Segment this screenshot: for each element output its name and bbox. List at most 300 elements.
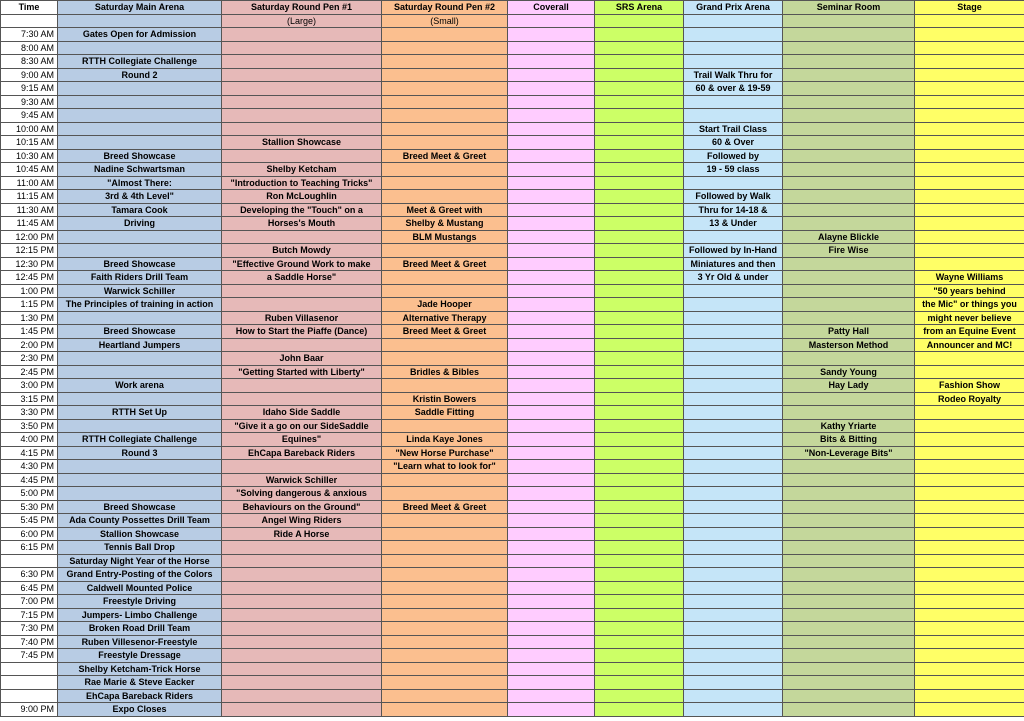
cell-stage[interactable] — [915, 122, 1024, 136]
cell-round-pen-1[interactable] — [222, 122, 382, 136]
cell-stage[interactable]: from an Equine Event — [915, 325, 1024, 339]
cell-grand-prix-arena[interactable] — [684, 703, 783, 717]
cell-main-arena[interactable]: "Almost There: — [58, 176, 222, 190]
cell-round-pen-1[interactable] — [222, 298, 382, 312]
cell-main-arena[interactable]: RTTH Collegiate Challenge — [58, 433, 222, 447]
cell-time[interactable]: 4:45 PM — [1, 473, 58, 487]
cell-coverall[interactable] — [508, 554, 595, 568]
cell-stage[interactable] — [915, 109, 1024, 123]
cell-seminar-room[interactable]: Alayne Blickle — [783, 230, 915, 244]
cell-srs-arena[interactable] — [595, 649, 684, 663]
cell-main-arena[interactable]: The Principles of training in action — [58, 298, 222, 312]
cell-time[interactable]: 2:30 PM — [1, 352, 58, 366]
cell-seminar-room[interactable]: "Non-Leverage Bits" — [783, 446, 915, 460]
cell-round-pen-2[interactable] — [382, 595, 508, 609]
cell-coverall[interactable] — [508, 68, 595, 82]
cell-seminar-room[interactable] — [783, 581, 915, 595]
cell-main-arena[interactable]: 3rd & 4th Level" — [58, 190, 222, 204]
cell-time[interactable]: 11:00 AM — [1, 176, 58, 190]
cell-grand-prix-arena[interactable] — [684, 662, 783, 676]
cell-round-pen-1[interactable] — [222, 28, 382, 42]
cell-stage[interactable] — [915, 55, 1024, 69]
cell-stage[interactable] — [915, 365, 1024, 379]
cell-seminar-room[interactable] — [783, 487, 915, 501]
cell-coverall[interactable] — [508, 541, 595, 555]
cell-main-arena[interactable]: Round 3 — [58, 446, 222, 460]
cell-round-pen-1[interactable]: Ruben Villasenor — [222, 311, 382, 325]
cell-seminar-room[interactable] — [783, 41, 915, 55]
cell-srs-arena[interactable] — [595, 608, 684, 622]
cell-round-pen-2[interactable]: Breed Meet & Greet — [382, 500, 508, 514]
cell-round-pen-1[interactable] — [222, 608, 382, 622]
cell-round-pen-2[interactable] — [382, 419, 508, 433]
cell-coverall[interactable] — [508, 635, 595, 649]
cell-coverall[interactable] — [508, 500, 595, 514]
cell-coverall[interactable] — [508, 311, 595, 325]
cell-round-pen-2[interactable]: Saddle Fitting — [382, 406, 508, 420]
cell-stage[interactable] — [915, 473, 1024, 487]
cell-srs-arena[interactable] — [595, 244, 684, 258]
cell-grand-prix-arena[interactable]: 19 - 59 class — [684, 163, 783, 177]
cell-time[interactable]: 7:45 PM — [1, 649, 58, 663]
cell-grand-prix-arena[interactable]: Trail Walk Thru for — [684, 68, 783, 82]
cell-grand-prix-arena[interactable]: Followed by In-Hand — [684, 244, 783, 258]
header-cell-grand-prix-arena[interactable]: Grand Prix Arena — [684, 1, 783, 15]
cell-main-arena[interactable]: Grand Entry-Posting of the Colors — [58, 568, 222, 582]
cell-time[interactable] — [1, 662, 58, 676]
cell-main-arena[interactable] — [58, 460, 222, 474]
cell-stage[interactable] — [915, 689, 1024, 703]
cell-round-pen-2[interactable] — [382, 514, 508, 528]
cell-srs-arena[interactable] — [595, 257, 684, 271]
cell-round-pen-2[interactable] — [382, 581, 508, 595]
cell-seminar-room[interactable] — [783, 689, 915, 703]
cell-srs-arena[interactable] — [595, 55, 684, 69]
cell-round-pen-1[interactable] — [222, 676, 382, 690]
cell-grand-prix-arena[interactable] — [684, 95, 783, 109]
cell-coverall[interactable] — [508, 379, 595, 393]
cell-round-pen-1[interactable] — [222, 109, 382, 123]
header-cell-seminar-room[interactable]: Seminar Room — [783, 1, 915, 15]
cell-seminar-room[interactable] — [783, 28, 915, 42]
cell-seminar-room[interactable] — [783, 257, 915, 271]
subheader-cell[interactable] — [915, 14, 1024, 28]
cell-round-pen-1[interactable]: Idaho Side Saddle — [222, 406, 382, 420]
cell-seminar-room[interactable] — [783, 149, 915, 163]
cell-srs-arena[interactable] — [595, 676, 684, 690]
cell-coverall[interactable] — [508, 392, 595, 406]
cell-round-pen-1[interactable] — [222, 379, 382, 393]
cell-grand-prix-arena[interactable] — [684, 689, 783, 703]
cell-time[interactable]: 7:40 PM — [1, 635, 58, 649]
cell-main-arena[interactable] — [58, 311, 222, 325]
subheader-cell[interactable]: (Large) — [222, 14, 382, 28]
cell-round-pen-2[interactable] — [382, 568, 508, 582]
cell-srs-arena[interactable] — [595, 514, 684, 528]
cell-time[interactable]: 1:30 PM — [1, 311, 58, 325]
cell-round-pen-1[interactable]: "Getting Started with Liberty" — [222, 365, 382, 379]
cell-round-pen-1[interactable]: Warwick Schiller — [222, 473, 382, 487]
header-cell-stage[interactable]: Stage — [915, 1, 1024, 15]
cell-srs-arena[interactable] — [595, 28, 684, 42]
cell-round-pen-2[interactable] — [382, 608, 508, 622]
cell-round-pen-2[interactable]: Breed Meet & Greet — [382, 257, 508, 271]
cell-coverall[interactable] — [508, 406, 595, 420]
cell-round-pen-1[interactable] — [222, 149, 382, 163]
cell-time[interactable]: 5:45 PM — [1, 514, 58, 528]
cell-coverall[interactable] — [508, 608, 595, 622]
cell-round-pen-2[interactable] — [382, 55, 508, 69]
cell-grand-prix-arena[interactable] — [684, 365, 783, 379]
cell-coverall[interactable] — [508, 55, 595, 69]
cell-stage[interactable] — [915, 203, 1024, 217]
cell-coverall[interactable] — [508, 568, 595, 582]
cell-grand-prix-arena[interactable]: 13 & Under — [684, 217, 783, 231]
cell-stage[interactable]: Wayne Williams — [915, 271, 1024, 285]
cell-srs-arena[interactable] — [595, 460, 684, 474]
cell-stage[interactable] — [915, 676, 1024, 690]
cell-seminar-room[interactable] — [783, 122, 915, 136]
cell-seminar-room[interactable] — [783, 541, 915, 555]
cell-main-arena[interactable]: Breed Showcase — [58, 325, 222, 339]
cell-round-pen-1[interactable]: "Give it a go on our SideSaddle — [222, 419, 382, 433]
cell-grand-prix-arena[interactable] — [684, 392, 783, 406]
cell-round-pen-2[interactable] — [382, 244, 508, 258]
cell-stage[interactable] — [915, 230, 1024, 244]
subheader-cell[interactable]: (Small) — [382, 14, 508, 28]
cell-grand-prix-arena[interactable] — [684, 446, 783, 460]
cell-seminar-room[interactable]: Fire Wise — [783, 244, 915, 258]
cell-grand-prix-arena[interactable] — [684, 568, 783, 582]
cell-stage[interactable] — [915, 82, 1024, 96]
cell-grand-prix-arena[interactable] — [684, 284, 783, 298]
cell-main-arena[interactable]: Round 2 — [58, 68, 222, 82]
header-cell-time[interactable]: Time — [1, 1, 58, 15]
cell-srs-arena[interactable] — [595, 149, 684, 163]
cell-main-arena[interactable]: Nadine Schwartsman — [58, 163, 222, 177]
cell-stage[interactable] — [915, 419, 1024, 433]
cell-round-pen-1[interactable] — [222, 703, 382, 717]
cell-coverall[interactable] — [508, 298, 595, 312]
cell-stage[interactable] — [915, 163, 1024, 177]
cell-srs-arena[interactable] — [595, 379, 684, 393]
cell-round-pen-2[interactable] — [382, 136, 508, 150]
cell-coverall[interactable] — [508, 419, 595, 433]
subheader-cell[interactable] — [508, 14, 595, 28]
cell-srs-arena[interactable] — [595, 581, 684, 595]
cell-coverall[interactable] — [508, 473, 595, 487]
cell-coverall[interactable] — [508, 527, 595, 541]
cell-grand-prix-arena[interactable] — [684, 500, 783, 514]
cell-seminar-room[interactable] — [783, 514, 915, 528]
cell-time[interactable]: 11:30 AM — [1, 203, 58, 217]
cell-grand-prix-arena[interactable] — [684, 338, 783, 352]
cell-srs-arena[interactable] — [595, 446, 684, 460]
header-cell-srs-arena[interactable]: SRS Arena — [595, 1, 684, 15]
cell-coverall[interactable] — [508, 703, 595, 717]
cell-stage[interactable]: "50 years behind — [915, 284, 1024, 298]
cell-round-pen-1[interactable] — [222, 689, 382, 703]
cell-main-arena[interactable] — [58, 41, 222, 55]
cell-stage[interactable] — [915, 608, 1024, 622]
cell-coverall[interactable] — [508, 122, 595, 136]
cell-stage[interactable] — [915, 581, 1024, 595]
cell-round-pen-2[interactable]: Alternative Therapy — [382, 311, 508, 325]
cell-time[interactable]: 5:00 PM — [1, 487, 58, 501]
cell-round-pen-2[interactable] — [382, 662, 508, 676]
header-cell-main-arena[interactable]: Saturday Main Arena — [58, 1, 222, 15]
cell-coverall[interactable] — [508, 487, 595, 501]
cell-round-pen-1[interactable]: Stallion Showcase — [222, 136, 382, 150]
cell-seminar-room[interactable] — [783, 109, 915, 123]
cell-stage[interactable] — [915, 703, 1024, 717]
cell-srs-arena[interactable] — [595, 271, 684, 285]
cell-round-pen-2[interactable]: Bridles & Bibles — [382, 365, 508, 379]
cell-round-pen-2[interactable]: BLM Mustangs — [382, 230, 508, 244]
cell-time[interactable]: 7:15 PM — [1, 608, 58, 622]
cell-coverall[interactable] — [508, 271, 595, 285]
cell-coverall[interactable] — [508, 203, 595, 217]
cell-round-pen-2[interactable] — [382, 271, 508, 285]
cell-time[interactable]: 9:45 AM — [1, 109, 58, 123]
cell-stage[interactable] — [915, 622, 1024, 636]
header-cell-round-pen-1[interactable]: Saturday Round Pen #1 — [222, 1, 382, 15]
cell-time[interactable]: 1:00 PM — [1, 284, 58, 298]
cell-coverall[interactable] — [508, 338, 595, 352]
cell-seminar-room[interactable]: Bits & Bitting — [783, 433, 915, 447]
cell-seminar-room[interactable] — [783, 136, 915, 150]
cell-round-pen-1[interactable] — [222, 68, 382, 82]
cell-grand-prix-arena[interactable] — [684, 28, 783, 42]
cell-coverall[interactable] — [508, 365, 595, 379]
cell-stage[interactable] — [915, 649, 1024, 663]
cell-grand-prix-arena[interactable] — [684, 649, 783, 663]
cell-srs-arena[interactable] — [595, 595, 684, 609]
cell-coverall[interactable] — [508, 325, 595, 339]
cell-srs-arena[interactable] — [595, 176, 684, 190]
cell-stage[interactable] — [915, 352, 1024, 366]
cell-grand-prix-arena[interactable] — [684, 41, 783, 55]
cell-time[interactable] — [1, 676, 58, 690]
cell-time[interactable]: 2:45 PM — [1, 365, 58, 379]
cell-coverall[interactable] — [508, 136, 595, 150]
cell-main-arena[interactable] — [58, 109, 222, 123]
cell-grand-prix-arena[interactable] — [684, 676, 783, 690]
cell-time[interactable]: 7:30 AM — [1, 28, 58, 42]
cell-main-arena[interactable]: EhCapa Bareback Riders — [58, 689, 222, 703]
cell-stage[interactable] — [915, 514, 1024, 528]
cell-srs-arena[interactable] — [595, 500, 684, 514]
cell-seminar-room[interactable]: Masterson Method — [783, 338, 915, 352]
cell-seminar-room[interactable] — [783, 311, 915, 325]
cell-main-arena[interactable]: Work arena — [58, 379, 222, 393]
cell-grand-prix-arena[interactable] — [684, 581, 783, 595]
cell-coverall[interactable] — [508, 595, 595, 609]
cell-coverall[interactable] — [508, 676, 595, 690]
cell-round-pen-1[interactable] — [222, 554, 382, 568]
cell-srs-arena[interactable] — [595, 419, 684, 433]
cell-main-arena[interactable] — [58, 487, 222, 501]
cell-time[interactable]: 6:30 PM — [1, 568, 58, 582]
cell-time[interactable]: 3:00 PM — [1, 379, 58, 393]
cell-round-pen-1[interactable] — [222, 635, 382, 649]
cell-round-pen-2[interactable]: "New Horse Purchase" — [382, 446, 508, 460]
cell-main-arena[interactable]: Expo Closes — [58, 703, 222, 717]
cell-seminar-room[interactable] — [783, 217, 915, 231]
cell-grand-prix-arena[interactable] — [684, 433, 783, 447]
cell-srs-arena[interactable] — [595, 662, 684, 676]
cell-grand-prix-arena[interactable]: 60 & Over — [684, 136, 783, 150]
cell-round-pen-1[interactable]: John Baar — [222, 352, 382, 366]
cell-coverall[interactable] — [508, 622, 595, 636]
cell-coverall[interactable] — [508, 257, 595, 271]
cell-stage[interactable] — [915, 554, 1024, 568]
cell-main-arena[interactable] — [58, 230, 222, 244]
cell-main-arena[interactable] — [58, 392, 222, 406]
cell-grand-prix-arena[interactable]: Followed by Walk — [684, 190, 783, 204]
cell-srs-arena[interactable] — [595, 311, 684, 325]
cell-seminar-room[interactable] — [783, 163, 915, 177]
cell-round-pen-1[interactable]: Ride A Horse — [222, 527, 382, 541]
cell-stage[interactable] — [915, 487, 1024, 501]
cell-grand-prix-arena[interactable] — [684, 406, 783, 420]
cell-seminar-room[interactable]: Hay Lady — [783, 379, 915, 393]
cell-main-arena[interactable]: Breed Showcase — [58, 149, 222, 163]
cell-seminar-room[interactable] — [783, 406, 915, 420]
cell-coverall[interactable] — [508, 433, 595, 447]
cell-round-pen-2[interactable]: "Learn what to look for" — [382, 460, 508, 474]
cell-round-pen-1[interactable] — [222, 392, 382, 406]
cell-stage[interactable] — [915, 527, 1024, 541]
cell-seminar-room[interactable] — [783, 662, 915, 676]
cell-grand-prix-arena[interactable] — [684, 487, 783, 501]
cell-stage[interactable] — [915, 257, 1024, 271]
cell-grand-prix-arena[interactable] — [684, 460, 783, 474]
cell-time[interactable]: 11:15 AM — [1, 190, 58, 204]
cell-coverall[interactable] — [508, 689, 595, 703]
cell-round-pen-1[interactable] — [222, 95, 382, 109]
cell-round-pen-2[interactable]: Kristin Bowers — [382, 392, 508, 406]
cell-seminar-room[interactable] — [783, 284, 915, 298]
cell-round-pen-1[interactable] — [222, 649, 382, 663]
cell-stage[interactable] — [915, 190, 1024, 204]
cell-round-pen-2[interactable]: Meet & Greet with — [382, 203, 508, 217]
cell-round-pen-2[interactable] — [382, 703, 508, 717]
cell-round-pen-1[interactable]: EhCapa Bareback Riders — [222, 446, 382, 460]
cell-round-pen-1[interactable]: Angel Wing Riders — [222, 514, 382, 528]
cell-seminar-room[interactable] — [783, 676, 915, 690]
cell-main-arena[interactable] — [58, 136, 222, 150]
cell-stage[interactable] — [915, 406, 1024, 420]
cell-round-pen-1[interactable] — [222, 595, 382, 609]
cell-srs-arena[interactable] — [595, 554, 684, 568]
cell-round-pen-1[interactable] — [222, 284, 382, 298]
cell-round-pen-1[interactable] — [222, 541, 382, 555]
cell-coverall[interactable] — [508, 28, 595, 42]
cell-round-pen-1[interactable]: "Introduction to Teaching Tricks" — [222, 176, 382, 190]
cell-grand-prix-arena[interactable]: Followed by — [684, 149, 783, 163]
cell-main-arena[interactable]: Ruben Villesenor-Freestyle — [58, 635, 222, 649]
cell-round-pen-1[interactable] — [222, 338, 382, 352]
cell-round-pen-1[interactable]: Shelby Ketcham — [222, 163, 382, 177]
cell-main-arena[interactable] — [58, 473, 222, 487]
cell-stage[interactable] — [915, 41, 1024, 55]
cell-round-pen-1[interactable] — [222, 622, 382, 636]
cell-round-pen-1[interactable] — [222, 55, 382, 69]
cell-srs-arena[interactable] — [595, 568, 684, 582]
cell-coverall[interactable] — [508, 460, 595, 474]
cell-seminar-room[interactable] — [783, 176, 915, 190]
cell-grand-prix-arena[interactable] — [684, 622, 783, 636]
cell-grand-prix-arena[interactable]: Start Trail Class — [684, 122, 783, 136]
cell-grand-prix-arena[interactable] — [684, 527, 783, 541]
cell-main-arena[interactable]: Tamara Cook — [58, 203, 222, 217]
cell-grand-prix-arena[interactable] — [684, 554, 783, 568]
cell-stage[interactable] — [915, 460, 1024, 474]
cell-coverall[interactable] — [508, 149, 595, 163]
cell-seminar-room[interactable] — [783, 271, 915, 285]
cell-round-pen-1[interactable]: "Effective Ground Work to make — [222, 257, 382, 271]
cell-stage[interactable]: Rodeo Royalty — [915, 392, 1024, 406]
cell-seminar-room[interactable] — [783, 568, 915, 582]
cell-coverall[interactable] — [508, 41, 595, 55]
cell-main-arena[interactable]: Saturday Night Year of the Horse — [58, 554, 222, 568]
cell-time[interactable]: 5:30 PM — [1, 500, 58, 514]
cell-stage[interactable] — [915, 95, 1024, 109]
cell-grand-prix-arena[interactable] — [684, 311, 783, 325]
cell-stage[interactable] — [915, 136, 1024, 150]
cell-time[interactable]: 4:30 PM — [1, 460, 58, 474]
cell-main-arena[interactable]: RTTH Collegiate Challenge — [58, 55, 222, 69]
cell-srs-arena[interactable] — [595, 433, 684, 447]
cell-srs-arena[interactable] — [595, 109, 684, 123]
cell-round-pen-2[interactable] — [382, 554, 508, 568]
cell-round-pen-1[interactable] — [222, 568, 382, 582]
cell-main-arena[interactable] — [58, 244, 222, 258]
cell-time[interactable]: 10:15 AM — [1, 136, 58, 150]
cell-stage[interactable] — [915, 217, 1024, 231]
cell-grand-prix-arena[interactable] — [684, 419, 783, 433]
cell-time[interactable] — [1, 554, 58, 568]
cell-round-pen-1[interactable]: Ron McLoughlin — [222, 190, 382, 204]
cell-stage[interactable] — [915, 595, 1024, 609]
cell-round-pen-1[interactable]: Developing the "Touch" on a — [222, 203, 382, 217]
cell-round-pen-1[interactable] — [222, 82, 382, 96]
cell-seminar-room[interactable] — [783, 622, 915, 636]
cell-coverall[interactable] — [508, 217, 595, 231]
cell-time[interactable]: 1:15 PM — [1, 298, 58, 312]
cell-round-pen-1[interactable]: Equines" — [222, 433, 382, 447]
cell-seminar-room[interactable] — [783, 527, 915, 541]
cell-time[interactable]: 6:15 PM — [1, 541, 58, 555]
cell-srs-arena[interactable] — [595, 203, 684, 217]
cell-round-pen-1[interactable] — [222, 581, 382, 595]
cell-time[interactable]: 4:15 PM — [1, 446, 58, 460]
cell-srs-arena[interactable] — [595, 217, 684, 231]
cell-seminar-room[interactable] — [783, 55, 915, 69]
cell-time[interactable]: 3:50 PM — [1, 419, 58, 433]
cell-round-pen-2[interactable] — [382, 379, 508, 393]
cell-seminar-room[interactable] — [783, 500, 915, 514]
cell-coverall[interactable] — [508, 649, 595, 663]
cell-seminar-room[interactable] — [783, 608, 915, 622]
cell-stage[interactable] — [915, 176, 1024, 190]
cell-round-pen-2[interactable] — [382, 163, 508, 177]
cell-main-arena[interactable]: Tennis Ball Drop — [58, 541, 222, 555]
cell-time[interactable]: 1:45 PM — [1, 325, 58, 339]
cell-round-pen-2[interactable] — [382, 82, 508, 96]
subheader-cell[interactable] — [1, 14, 58, 28]
